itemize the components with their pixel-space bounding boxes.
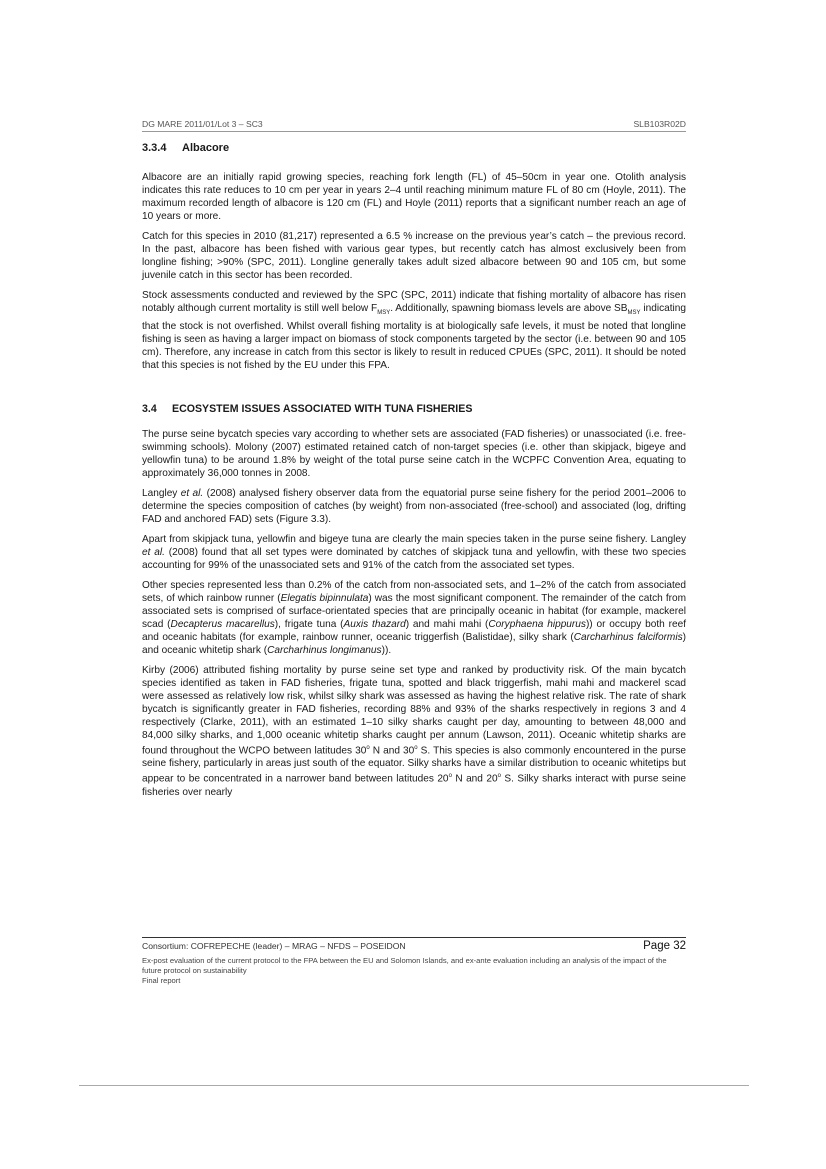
heading-ecosystem: 3.4 ECOSYSTEM ISSUES ASSOCIATED WITH TUNA FISHERIES — [142, 403, 473, 416]
paragraph-stock: Stock assessments conducted and reviewed by the SPC (SPC, 2011) indicate that fishing mortality of albacore has risen notably although current mortality is still well below $F_{MSY}$. Additionally, spawning biomass levels are above $SB_{MSY}$ indicating that the stock is not overfished. Whilst overall fishing mortality is at biologically safe levels, it must be noted that longline fishing is seen as having a larger impact on biomass of stock components targeted by the sector (i.e. between 90 and 105 cm). Therefore, any increase in catch from this sector is likely to result in reduced CPUEs (SPC, 2011). It should be noted that this species is not fished by the EU under this FPA. — [142, 290, 687, 372]
paragraph: The purse seine bycatch species vary according to whether sets are associated (FAD fisheries) or unassociated (i.e. free-swimming schools). Molony (2007) estimated retained catch of non-target species (i.e. other than skipjack, bigeye and yellowfin tuna) to be around 1.8% by weight of the total purse seine catch in the WCPFC Convention Area, equating to approximately 36,000 tonnes in 2008. — [142, 429, 686, 480]
footer-consortium: Consortium: COFREPECHE (leader) – MRAG – NFDS – POSEIDON — [142, 941, 406, 951]
page-bottom-divider — [79, 1085, 749, 1086]
paragraph: Kirby (2006) attributed fishing mortality by purse seine set type and ranked by productivity risk. Of the main bycatch species identified as taken in FAD fisheries, frigate tuna, spotted and black triggerfish, mahi mahi and mackerel scad were assessed as relatively low risk, whilst silky shark was assessed as having the highest relative risk. The rate of shark bycatch is significantly greater in FAD fisheries, recording 88% and 93% of the sharks respectively in regions 3 and 4 respectively (Clarke, 2011), with an estimated 1–10 silky sharks caught per day, amounting to between 48,000 and 84,000 silky sharks, and 1,000 oceanic whitetip sharks caught per annum (Lawson, 2011). Oceanic whitetip sharks are found throughout the WCPO between latitudes 30$^o$ N and 30$^o$ S. This species is also commonly encountered in the purse seine fishery, particularly in areas just south of the equator. Silky sharks have a similar distribution to oceanic whitetips but appear to be concentrated in a narrower band between latitudes 20$^o$ N and 20$^o$ S. Silky sharks interact with purse seine fisheries over nearly — [142, 665, 686, 798]
footer-final-report: Final report — [142, 976, 181, 985]
paragraph: Albacore are an initially rapid growing species, reaching fork length (FL) of 45–50cm in year one. Otolith analysis indicates this rate reduces to 10 cm per year in years 2–4 until reaching minimum mature FL of 80 cm (Hoyle, 2011). The maximum recorded length of albacore is 120 cm (FL) and Hoyle (2011) reports that a significant number reach an age of 10 years or more. — [142, 172, 686, 222]
page-footer — [142, 937, 686, 986]
paragraph: Other species represented less than 0.2% of the catch from non-associated sets, and 1–2% of the catch from associated sets, of which rainbow runner (Elegatis bipinnulata) was the most significant component. The remainder of the catch from associated sets is comprised of surface-orientated species that are principally oceanic in habitat (for example, mackerel scad (Decapterus macarellus), frigate tuna (Auxis thazard) and mahi mahi (Coryphaena hippurus)) or occupy both reef and oceanic habitats (for example, rainbow runner, oceanic triggerfish (Balistidae), silky shark (Carcharhinus falciformis) and oceanic whitetip shark (Carcharhinus longimanus)). — [142, 580, 687, 657]
footer-description: Ex-post evaluation of the current protocol to the FPA between the EU and Solomon Islands, and ex-ante evaluation including an analysis of the impact of the future protocol on sustainability — [142, 956, 667, 975]
paragraph: Catch for this species in 2010 (81,217) represented a 6.5 % increase on the previous year’s catch – the previous record. In the past, albacore has been fished with various gear types, but recently catch has almost exclusively been from longline fishing; >90% (SPC, 2011). Longline generally takes adult sized albacore between 90 and 105 cm, but some juvenile catch in this sector has been recorded. — [142, 231, 686, 281]
paragraph: Apart from skipjack tuna, yellowfin and bigeye tuna are clearly the main species taken in the purse seine fishery. Langley et al. (2008) found that all set types were dominated by catches of skipjack tuna and yellowfin, with these two species accounting for 99% of the unassociated sets and 91% of the catch from the associated set types. — [142, 534, 686, 572]
body-text — [142, 141, 686, 806]
running-header — [142, 119, 686, 132]
heading-albacore: 3.3.4 Albacore — [142, 142, 230, 154]
page-number: Page 32 — [643, 940, 686, 952]
header-right: SLB103R02D — [633, 119, 686, 129]
paragraph: Langley et al. (2008) analysed fishery observer data from the equatorial purse seine fishery for the period 2001–2006 to determine the species composition of catches (by weight) from non-associated (free-school) and associated (log, drifting FAD and anchored FAD) sets (Figure 3.3). — [142, 488, 686, 526]
header-left: DG MARE 2011/01/Lot 3 – SC3 — [142, 119, 263, 129]
